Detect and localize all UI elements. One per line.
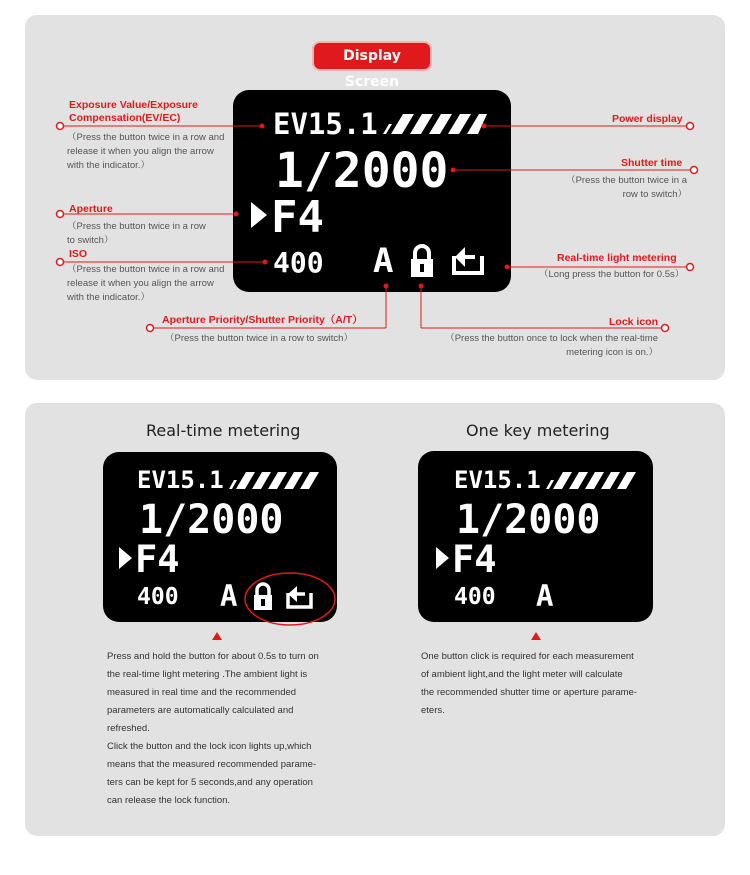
power-display-icon [383, 112, 487, 134]
mode-readout: A [373, 241, 394, 281]
power-display-icon [229, 470, 319, 489]
realtime-screen [103, 452, 337, 622]
metering-icon [451, 244, 485, 276]
exposure-label: Exposure Value/Exposure Compensation(EV/EC) [69, 99, 198, 124]
exposure-note: （Press the button twice in a row and release it when you align the arrow with the indicator.） [67, 132, 225, 171]
power-display-label: Power display [612, 113, 683, 125]
aperture-readout: F4 [452, 538, 497, 581]
iso-readout: 400 [454, 584, 496, 610]
selector-arrow-icon [119, 547, 132, 569]
ev-readout: EV15.1 [273, 107, 378, 141]
mode-readout: A [220, 579, 238, 613]
aperture-label: Aperture [69, 203, 113, 215]
lock-icon-note: （Press the button once to lock when the real-time metering icon is on.） [445, 333, 658, 358]
aperture-readout: F4 [271, 192, 324, 243]
realtime-description: Press and hold the button for about 0.5s to turn on the real-time light metering .The ambient light is measured in real time and the recommended parameters are automatically calculated and refreshed. Click the button and the lock icon lights up,which means that the measured recommended parame- ters can be kept for 5 seconds,and any operation can release the lock function. [107, 651, 319, 806]
shutter-time-note: （Press the button twice in a row to switch） [566, 175, 687, 200]
mode-readout: A [536, 579, 554, 613]
ev-readout: EV15.1 [454, 466, 541, 494]
priority-label: Aperture Priority/Shutter Priority（A/T） [162, 314, 363, 326]
metering-label: Real-time light metering [557, 252, 677, 264]
onekey-heading: One key metering [466, 421, 610, 440]
selector-arrow-icon [251, 202, 267, 228]
iso-label: ISO [69, 248, 88, 260]
aperture-readout: F4 [135, 538, 180, 581]
realtime-heading: Real-time metering [146, 421, 301, 440]
aperture-note: （Press the button twice in a row to switch） [67, 221, 206, 246]
ev-readout: EV15.1 [137, 466, 224, 494]
selector-arrow-icon [436, 547, 449, 569]
metering-icon [285, 583, 314, 610]
shutter-readout: 1/2000 [456, 497, 601, 543]
iso-note: （Press the button twice in a row and release it when you align the arrow with the indicator.） [67, 264, 225, 303]
shutter-readout: 1/2000 [139, 497, 284, 543]
priority-note: （Press the button twice in a row to switch） [165, 333, 353, 344]
main-display-screen [233, 90, 511, 292]
iso-readout: 400 [137, 584, 179, 610]
iso-readout: 400 [273, 246, 324, 279]
onekey-screen [418, 451, 653, 622]
lock-icon [409, 244, 435, 278]
power-display-icon [546, 470, 636, 489]
onekey-description: One button click is required for each measurement of ambient light,and the light meter will calculate the recommended shutter time or aperture parame- eters. [421, 651, 637, 716]
shutter-readout: 1/2000 [275, 143, 449, 199]
shutter-time-label: Shutter time [621, 157, 683, 169]
metering-note: （Long press the button for 0.5s） [539, 269, 685, 280]
lock-icon-label: Lock icon [609, 316, 659, 328]
display-screen-badge: Display Screen [314, 43, 430, 69]
lock-icon [252, 582, 274, 611]
